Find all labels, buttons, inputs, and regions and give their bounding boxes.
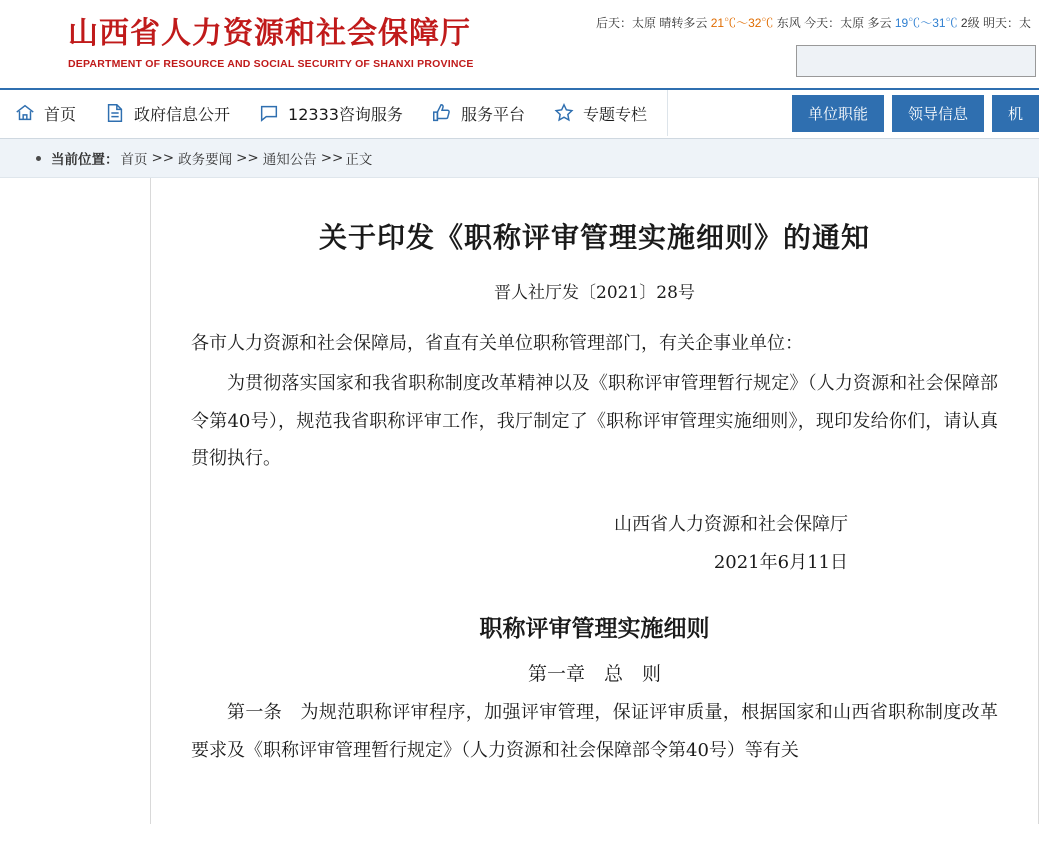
breadcrumb-item-1[interactable]: 政务要闻 (178, 152, 233, 168)
nav-button-organization[interactable]: 机 (992, 95, 1039, 132)
article-recipients: 各市人力资源和社会保障局，省直有关单位职称管理部门，有关企事业单位： (191, 333, 803, 354)
breadcrumb (0, 139, 1039, 178)
thumbs-up-icon (431, 102, 453, 124)
weather-1-temp: 19℃～31℃ (894, 16, 958, 30)
article-body-1: 为贯彻落实国家和我省职称制度改革精神以及《职称评审管理暂行规定》（人力资源和社会保障部令第40号），规范我省职称评审工作，我厅制定了《职称评审管理实施细则》，现印发给你们，请认真贯彻执行。 (191, 372, 998, 470)
signature-gap (191, 480, 998, 506)
breadcrumb-item-3: 正文 (345, 152, 373, 168)
nav-item-service-platform[interactable] (417, 90, 539, 136)
weather-1-label: 今天： (804, 16, 841, 30)
weather-2-city: 太 (1018, 16, 1031, 30)
search-box[interactable] (796, 45, 1036, 77)
nav-label-12333: 12333咨询服务 (288, 104, 403, 124)
site-logo[interactable] (68, 8, 488, 70)
search-input[interactable] (797, 46, 1035, 76)
breadcrumb-sep-2: >> (320, 150, 344, 166)
nav-item-gov-info[interactable] (90, 90, 244, 136)
weather-0-wind: 东风 (776, 16, 801, 30)
nav-button-unit-function[interactable]: 单位职能 (792, 95, 884, 132)
breadcrumb-label: 当前位置： (51, 152, 119, 168)
logo-title-en: DEPARTMENT OF RESOURCE AND SOCIAL SECURITY OF SHANXI PROVINCE (68, 58, 474, 70)
nav-item-12333[interactable] (244, 90, 417, 136)
nav-label-home: 首页 (44, 104, 77, 124)
weather-1-city: 太原 (840, 16, 865, 30)
breadcrumb-sep-1: >> (236, 150, 259, 166)
weather-2-label: 明天： (982, 16, 1019, 30)
document-number: 晋人社厅发〔2021〕28号 (494, 283, 695, 303)
nav-label-gov-info: 政府信息公开 (134, 104, 231, 124)
weather-0-temp: 21℃～32℃ (710, 16, 774, 30)
article-date: 2021年6月11日 (713, 551, 848, 573)
nav-label-service-platform: 服务平台 (460, 104, 525, 124)
article-area (0, 178, 1039, 824)
bullet-icon (36, 156, 41, 161)
article-signature: 山西省人力资源和社会保障厅 (614, 514, 848, 536)
article-content (151, 178, 1038, 824)
breadcrumb-item-2[interactable]: 通知公告 (262, 152, 317, 168)
nav-button-leader-info[interactable]: 领导信息 (892, 95, 984, 132)
section-title: 职称评审管理实施细则 (479, 614, 710, 642)
document-icon (104, 102, 126, 124)
chapter-title: 第一章 总 则 (527, 662, 661, 685)
site-header (0, 0, 1039, 88)
nav-label-special-column: 专题专栏 (582, 104, 647, 124)
star-icon (553, 102, 575, 124)
weather-0-label: 后天： (596, 16, 633, 30)
nav-item-special-column[interactable] (539, 90, 661, 136)
article-clause-1: 第一条 为规范职称评审程序，加强评审管理，保证评审质量，根据国家和山西省职称制度改革要求及《职称评审管理暂行规定》（人力资源和社会保障部令第40号）等有关 (191, 701, 998, 761)
weather-0-cond: 晴转多云 (659, 16, 708, 30)
nav-items (0, 90, 668, 136)
logo-title-cn: 山西省人力资源和社会保障厅 (68, 16, 471, 51)
weather-1-cond: 多云 (867, 16, 892, 30)
page-title: 关于印发《职称评审管理实施细则》的通知 (318, 221, 870, 254)
weather-bar (596, 14, 1039, 31)
main-nav (0, 88, 1039, 139)
weather-1-wind: 2级 (960, 16, 980, 30)
chat-icon (258, 102, 280, 124)
breadcrumb-item-0[interactable]: 首页 (120, 152, 148, 168)
nav-buttons (792, 95, 1039, 132)
nav-item-home[interactable] (0, 90, 90, 136)
weather-0-city: 太原 (632, 16, 657, 30)
home-icon (14, 102, 36, 124)
breadcrumb-sep-0: >> (151, 150, 175, 166)
